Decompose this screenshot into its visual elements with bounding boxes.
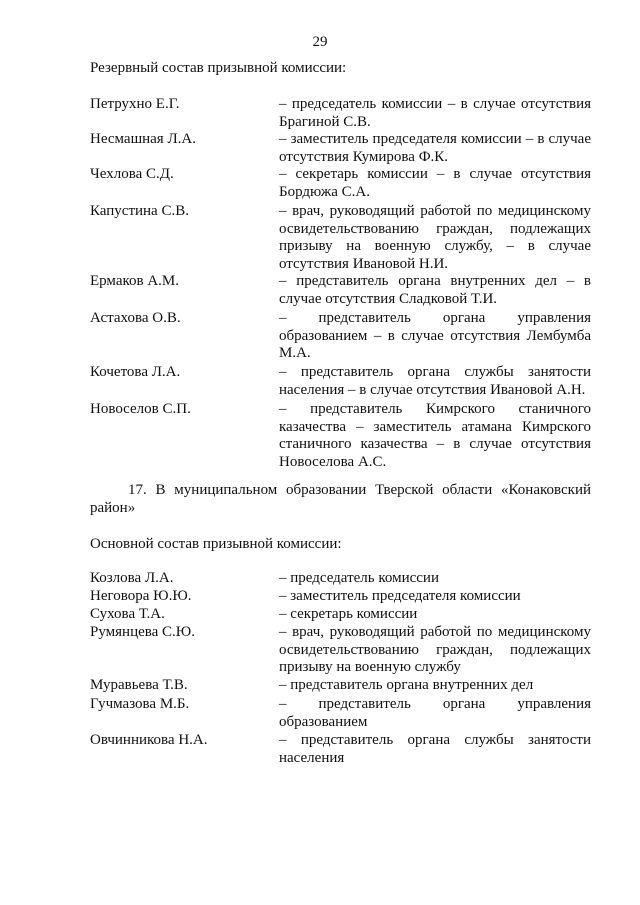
- section-title: 17. В муниципальном образовании Тверской области «Конаковский район»: [90, 482, 591, 516]
- member-role: – врач, руководящий работой по медицинскому освидетельствованию граждан, подлежащих призыву на военную службу: [279, 624, 591, 676]
- member-role: – представитель органа службы занятости населения – в случае отсутствия Ивановой А.Н.: [279, 364, 591, 398]
- member-name: Капустина С.В.: [90, 203, 189, 219]
- list-item: [90, 624, 591, 677]
- list-item: [90, 131, 591, 166]
- member-role: – представитель органа управления образованием: [279, 696, 591, 730]
- member-name: Новоселов С.П.: [90, 401, 191, 417]
- main-heading: Основной состав призывной комиссии:: [90, 536, 342, 552]
- reserve-list: [90, 96, 591, 473]
- member-name: Муравьева Т.В.: [90, 677, 188, 693]
- member-role: – представитель органа управления образованием – в случае отсутствия Лембумба М.А.: [279, 310, 591, 362]
- member-role: – заместитель председателя комиссии – в случае отсутствия Кумирова Ф.К.: [279, 131, 591, 165]
- member-role: – представитель органа службы занятости населения: [279, 732, 591, 766]
- member-role: – председатель комиссии – в случае отсутствия Брагиной С.В.: [279, 96, 591, 130]
- member-role: – представитель Кимрского станичного казачества – заместитель атамана Кимрского станичного казачества – в случае отсутствия Новоселова А.С.: [279, 401, 591, 470]
- member-name: Петрухно Е.Г.: [90, 96, 180, 112]
- list-item: [90, 606, 591, 624]
- member-role: – врач, руководящий работой по медицинскому освидетельствованию граждан, подлежащих призыву на военную службу, – в случае отсутствия Ивановой Н.И.: [279, 203, 591, 272]
- list-item: [90, 166, 591, 203]
- member-name: Кочетова Л.А.: [90, 364, 181, 380]
- member-role: – представитель органа внутренних дел – в случае отсутствия Сладковой Т.И.: [279, 273, 591, 307]
- list-item: [90, 364, 591, 401]
- member-name: Неговора Ю.Ю.: [90, 588, 192, 604]
- member-role: – представитель органа внутренних дел: [279, 677, 534, 693]
- main-list: [90, 570, 591, 768]
- member-name: Несмашная Л.А.: [90, 131, 196, 147]
- list-item: [90, 273, 591, 310]
- list-item: [90, 696, 591, 732]
- member-name: Овчинникова Н.А.: [90, 732, 208, 748]
- list-item: [90, 732, 591, 768]
- member-role: – секретарь комиссии – в случае отсутствия Бордюжа С.А.: [279, 166, 591, 200]
- list-item: [90, 588, 591, 606]
- list-item: [90, 401, 591, 473]
- list-item: [90, 677, 591, 696]
- member-name: Козлова Л.А.: [90, 570, 174, 586]
- member-role: – председатель комиссии: [279, 570, 439, 586]
- list-item: [90, 203, 591, 273]
- member-name: Ермаков А.М.: [90, 273, 180, 289]
- member-name: Румянцева С.Ю.: [90, 624, 195, 640]
- member-name: Астахова О.В.: [90, 310, 181, 326]
- member-name: Сухова Т.А.: [90, 606, 165, 622]
- member-name: Гучмазова М.Б.: [90, 696, 190, 712]
- reserve-heading: Резервный состав призывной комиссии:: [90, 60, 347, 76]
- list-item: [90, 310, 591, 364]
- member-name: Чехлова С.Д.: [90, 166, 174, 182]
- page-number: 29: [312, 34, 328, 50]
- list-item: [90, 96, 591, 131]
- member-role: – секретарь комиссии: [279, 606, 418, 622]
- list-item: [90, 570, 591, 588]
- member-role: – заместитель председателя комиссии: [279, 588, 521, 604]
